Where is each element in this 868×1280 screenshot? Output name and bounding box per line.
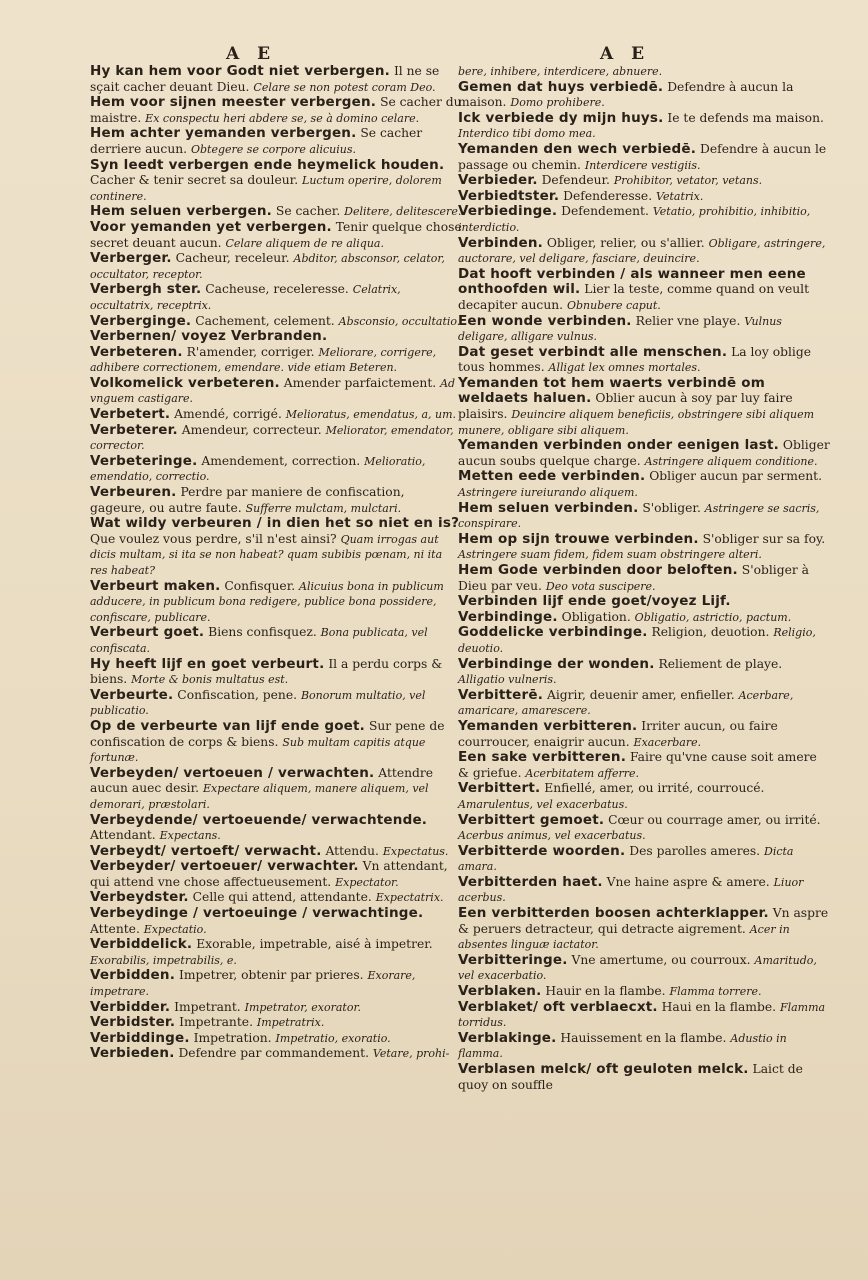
entry-french: Impetrant. <box>174 999 241 1014</box>
entry-french: Cachement, celement. <box>195 313 335 328</box>
entry-french: Amendé, corrigé. <box>174 407 282 422</box>
dictionary-entry <box>458 625 830 656</box>
entry-headword: Verbidder. <box>90 998 171 1015</box>
entry-latin: Meliorare, corrigere, adhibere correctionem, emendare. vide etiam Beteren. <box>90 345 437 375</box>
dictionary-entry <box>90 345 462 376</box>
dictionary-entry <box>458 142 830 173</box>
dictionary-entry <box>458 438 830 469</box>
entry-french: Hauissement en la flambe. <box>560 1030 727 1045</box>
entry-french: Defendeur. <box>541 173 610 188</box>
entry-latin: Dicta amara. <box>458 844 794 874</box>
entry-french: Amender parfaictement. <box>283 375 437 390</box>
dictionary-entry <box>90 906 462 937</box>
dictionary-entry <box>90 454 462 485</box>
entry-latin: Luctum operire, dolorem continere. <box>90 174 442 203</box>
entry-latin: Expectatrix. <box>375 891 444 905</box>
entry-french: Celle qui attend, attendante. <box>192 890 372 905</box>
entry-latin: Obligatio, astrictio, pactum. <box>634 610 792 624</box>
entry-latin: Expectator. <box>335 875 399 889</box>
dictionary-entry <box>458 314 830 345</box>
dictionary-entry <box>90 158 462 205</box>
entry-headword: Dat geset verbindt alle menschen. <box>458 343 728 360</box>
entry-headword: Hem achter yemanden verbergen. <box>90 125 357 142</box>
dictionary-entry <box>458 875 830 906</box>
dictionary-entry <box>90 937 462 968</box>
entry-latin: Flamma torridus. <box>458 1000 826 1030</box>
entry-french: Reliement de playe. <box>658 656 783 671</box>
entry-headword: Verbetert. <box>90 406 171 423</box>
entry-latin: Alicuius bona in publicum adducere, in publicum bona redigere, publice bona possidere, confiscare, publicare. <box>90 579 444 624</box>
entry-latin: Interdicere vestigiis. <box>584 158 701 172</box>
entry-latin: Obtegere se corpore alicuius. <box>191 142 357 156</box>
entry-headword: Verbiddinge. <box>90 1029 190 1046</box>
entry-french: Enfiellé, amer, ou irrité, courroucé. <box>544 781 765 796</box>
entry-latin: Deo vota suscipere. <box>545 579 656 593</box>
dictionary-entry <box>90 407 462 423</box>
entry-latin: Alligatio vulneris. <box>458 673 557 687</box>
entry-headword: Verbeydende/ vertoeuende/ verwachtende. <box>90 811 428 828</box>
entry-french: Attente. <box>90 921 140 936</box>
entry-headword: Verbeydt/ vertoeft/ verwacht. <box>90 842 322 859</box>
entry-latin: Absconsio, occultatio. <box>338 314 461 328</box>
left-column <box>90 64 462 1062</box>
entry-headword: Verblaken. <box>458 983 542 1000</box>
entry-french: Il a perdu corps & biens. <box>90 656 443 687</box>
entry-french: Biens confisquez. <box>208 625 317 640</box>
entry-latin: Obnubere caput. <box>567 298 661 312</box>
entry-headword: Verbidster. <box>90 1014 176 1031</box>
entry-headword: Verbergh ster. <box>90 281 202 298</box>
dictionary-entry <box>458 204 830 235</box>
entry-headword: Verbeurt goet. <box>90 624 205 641</box>
entry-latin: Ad vnguem castigare. <box>90 376 456 406</box>
entry-headword: Syn leedt verbergen ende heymelick houden. <box>90 156 445 173</box>
entry-latin: Quam irrogas aut dicis multam, si ita se non habeat? quam subibis pœnam, ni ita res habeat? <box>90 532 443 577</box>
dictionary-entry <box>90 1000 462 1016</box>
dictionary-entry <box>458 469 830 500</box>
entry-latin: Expectatio. <box>143 922 207 936</box>
entry-latin: Adustio in flamma. <box>458 1031 787 1061</box>
dictionary-entry <box>458 1031 830 1062</box>
dictionary-entry <box>458 1000 830 1031</box>
entry-headword: Verbiddelick. <box>90 936 193 953</box>
dictionary-entry <box>90 64 462 95</box>
entry-latin: Sub multam capitis atque fortunæ. <box>90 735 426 765</box>
entry-latin: Morte & bonis multatus est. <box>131 673 289 687</box>
entry-headword: Hem Gode verbinden door beloften. <box>458 562 738 578</box>
entry-french: Il ne se sçait cacher deuant Dieu. <box>90 64 440 94</box>
entry-french: Perdre par maniere de confiscation, gageure, ou autre faute. <box>90 485 405 515</box>
entry-headword: Verbidden. <box>90 967 176 984</box>
entry-french: Sur pene de confiscation de corps & biens. <box>90 718 445 749</box>
entry-latin: Vulnus deligare, alligare vulnus. <box>458 314 782 344</box>
dictionary-entry <box>458 984 830 1000</box>
entry-headword: Verbeyder/ vertoeuer/ verwachter. <box>90 858 359 875</box>
entry-headword: Verblasen melck/ oft geuloten melck. <box>458 1061 749 1077</box>
dictionary-entry <box>90 579 462 626</box>
entry-latin: Exacerbare. <box>633 735 702 749</box>
dictionary-entry <box>90 329 462 345</box>
entry-french: Attendre aucun auec desir. <box>90 765 434 796</box>
dictionary-entry <box>90 485 462 516</box>
entry-headword: Een verbitterden boosen achterklapper. <box>458 905 769 922</box>
entry-headword: Verbindinge. <box>458 608 558 625</box>
entry-headword: Voor yemanden yet verbergen. <box>90 218 332 235</box>
entry-french: Laict de quoy on souffle <box>458 1062 803 1092</box>
entry-french: Que voulez vous perdre, s'il n'est ainsi? <box>90 531 337 546</box>
entry-french: Confisquer. <box>224 578 296 593</box>
entry-french: Aigrir, deuenir amer, enfieller. <box>546 687 735 702</box>
entry-latin: Celare aliquem de re aliqua. <box>225 236 384 250</box>
entry-french: Impetration. <box>193 1030 272 1045</box>
entry-french: Vne amertume, ou courroux. <box>571 952 751 967</box>
entry-french: Confiscation, pene. <box>177 687 298 702</box>
entry-french: Oblier aucun à soy par luy faire plaisirs. <box>458 391 793 422</box>
entry-latin: Celatrix, occultatrix, receptrix. <box>90 283 401 312</box>
entry-latin: Alligat lex omnes mortales. <box>548 361 701 375</box>
dictionary-entry <box>90 844 462 860</box>
dictionary-entry <box>90 625 462 656</box>
dictionary-entry <box>458 64 830 80</box>
entry-headword: Gemen dat huys verbiedē. <box>458 78 664 95</box>
entry-latin: Interdico tibi domo mea. <box>458 127 596 141</box>
entry-headword: Hy kan hem voor Godt niet verbergen. <box>90 63 391 79</box>
dictionary-entry <box>90 657 462 688</box>
entry-french: Attendu. <box>325 843 379 858</box>
dictionary-entry <box>90 220 462 251</box>
entry-headword: Verbeteren. <box>90 343 183 360</box>
entry-headword: Verbiedtster. <box>458 187 560 204</box>
entry-headword: Yemanden tot hem waerts verbindē om weldaets haluen. <box>458 374 765 407</box>
entry-french: Vne haine aspre & amere. <box>606 874 770 889</box>
entry-latin: Liuor acerbus. <box>458 875 804 905</box>
entry-latin: Astringere aliquem conditione. <box>644 454 818 468</box>
dictionary-entry <box>458 376 830 438</box>
entry-latin: Bona publicata, vel confiscata. <box>90 626 428 655</box>
entry-french: Defenderesse. <box>563 188 653 203</box>
entry-headword: Hem seluen verbergen. <box>90 203 272 220</box>
entry-french: Defendre à aucun la maison. <box>458 79 794 110</box>
dictionary-entry <box>458 236 830 267</box>
entry-headword: Verbeteringe. <box>90 452 198 469</box>
entry-headword: Verbeydinge / vertoeuinge / verwachtinge. <box>90 905 424 922</box>
entry-french: Relier vne playe. <box>635 313 741 328</box>
entry-headword: Verbittert. <box>458 780 541 797</box>
dictionary-entry <box>458 844 830 875</box>
dictionary-entry <box>458 532 830 563</box>
entry-headword: Verblakinge. <box>458 1029 557 1046</box>
entry-headword: Verbitterden haet. <box>458 873 603 890</box>
entry-headword: Yemanden verbinden onder eenigen last. <box>458 437 779 454</box>
entry-french: Cacheuse, receleresse. <box>205 282 349 297</box>
entry-latin: Expectatus. <box>382 844 449 858</box>
entry-latin: Bonorum multatio, vel publicatio. <box>90 688 426 718</box>
entry-french: Faire qu'vne cause soit amere & griefue. <box>458 750 817 780</box>
entry-latin: Impetratrix. <box>256 1016 325 1030</box>
dictionary-entry <box>90 890 462 906</box>
entry-latin: Melioratus, emendatus, a, um. <box>285 408 457 422</box>
entry-latin: Astringere suam fidem, fidem suam obstringere alteri. <box>458 548 762 562</box>
entry-headword: Goddelicke verbindinge. <box>458 624 648 641</box>
entry-latin: Ex conspectu heri abdere se, se à domino celare. <box>145 111 420 125</box>
dictionary-entry <box>458 750 830 781</box>
entry-french: Irriter aucun, ou faire courroucer, enaigrir aucun. <box>458 718 778 749</box>
entry-headword: Verbitterē. <box>458 686 544 703</box>
entry-headword: Verbittert gemoet. <box>458 811 605 828</box>
dictionary-entry <box>458 813 830 844</box>
entry-french: Vn attendant, qui attend vne chose affectueusement. <box>90 859 448 889</box>
entry-headword: Verbieder. <box>458 172 538 189</box>
entry-french: Religion, deuotion. <box>651 625 770 640</box>
dictionary-entry <box>90 423 462 454</box>
entry-latin: Exorabilis, impetrabilis, e. <box>90 953 237 967</box>
dictionary-entry <box>90 1031 462 1047</box>
dictionary-entry <box>458 111 830 142</box>
dictionary-entry <box>90 376 462 407</box>
entry-latin: Deuincire aliquem beneficiis, obstringere sibi aliquem munere, obligare sibi aliquem. <box>458 408 815 437</box>
dictionary-entry <box>90 719 462 766</box>
entry-headword: Hy heeft lijf en goet verbeurt. <box>90 655 325 672</box>
dictionary-entry <box>90 688 462 719</box>
entry-headword: Ick verbiede dy mijn huys. <box>458 109 664 126</box>
entry-latin: Expectans. <box>159 829 221 843</box>
entry-headword: Op de verbeurte van lijf ende goet. <box>90 717 366 734</box>
dictionary-entry <box>90 766 462 813</box>
entry-latin: Meliorator, emendator, corrector. <box>90 423 454 453</box>
entry-french: Hauir en la flambe. <box>545 984 666 999</box>
entry-latin: Astringere iureiurando aliquem. <box>458 486 638 500</box>
entry-latin: Impetratio, exoratio. <box>275 1031 391 1045</box>
dictionary-entry <box>458 906 830 953</box>
entry-latin: Vetare, prohi- <box>372 1047 450 1061</box>
entry-french: Tenir quelque chose secret deuant aucun. <box>90 219 462 250</box>
entry-latin: Delitere, delitescere. <box>344 205 462 219</box>
entry-headword: Verbeuren. <box>90 484 177 501</box>
entry-headword: Verbeurte. <box>90 686 174 703</box>
entry-latin: Melioratio, emendatio, correctio. <box>90 454 426 484</box>
entry-french: S'obliger sur sa foy. <box>702 531 826 546</box>
entry-headword: Verbinden lijf ende goet/voyez Lijf. <box>458 593 731 610</box>
dictionary-entry <box>90 282 462 313</box>
entry-headword: Verbitteringe. <box>458 951 568 968</box>
entry-headword: Verbeterer. <box>90 421 178 438</box>
entry-latin: Astringere se sacris, conspirare. <box>458 501 820 531</box>
entry-latin: Expectare aliquem, manere aliquem, vel demorari, præstolari. <box>90 782 429 811</box>
entry-latin: Amarulentus, vel exacerbatus. <box>458 797 628 811</box>
entry-headword: Yemanden verbitteren. <box>458 717 638 734</box>
dictionary-entry <box>458 80 830 111</box>
dictionary-entry <box>458 345 830 376</box>
entry-french: Exorable, impetrable, aisé à impetrer. <box>196 937 433 952</box>
dictionary-entry <box>90 859 462 890</box>
entry-french: Vn aspre & peruers detracteur, qui detracte aigrement. <box>458 906 829 936</box>
entry-latin: bere, inhibere, interdicere, abnuere. <box>458 65 663 78</box>
entry-headword: Verblaket/ oft verblaecxt. <box>458 998 658 1015</box>
dictionary-entry <box>90 204 462 220</box>
dictionary-entry <box>458 719 830 750</box>
entry-latin: Abditor, absconsor, celator, occultator, receptor. <box>90 252 445 281</box>
entry-headword: Verberginge. <box>90 312 192 329</box>
entry-headword: Verbeurt maken. <box>90 577 221 594</box>
entry-latin: Vetatio, prohibitio, inhibitio, interdictio. <box>458 205 811 234</box>
dictionary-entry <box>90 95 462 126</box>
entry-french: Obliger aucun par serment. <box>649 469 823 484</box>
dictionary-entry <box>458 189 830 205</box>
entry-french: Attendant. <box>90 828 156 843</box>
page-header-left: A E <box>226 44 277 64</box>
entry-latin: Amaritudo, vel exacerbatio. <box>458 953 817 983</box>
dictionary-entry <box>458 563 830 594</box>
entry-french: Impetrer, obtenir par prieres. <box>178 968 364 983</box>
dictionary-entry <box>458 688 830 719</box>
entry-headword: Verbiedinge. <box>458 203 558 220</box>
entry-french: Impetrante. <box>179 1015 253 1030</box>
dictionary-entry <box>90 251 462 282</box>
entry-french: Cacheur, receleur. <box>175 251 290 266</box>
entry-latin: Vetatrix. <box>656 189 704 203</box>
dictionary-entry <box>458 501 830 532</box>
entry-latin: Domo prohibere. <box>510 96 605 110</box>
entry-french: Se cacher du maistre. <box>90 95 462 125</box>
entry-headword: Verbeyden/ vertoeuen / verwachten. <box>90 764 375 781</box>
entry-latin: Obligare, astringere, auctorare, vel deligare, fasciare, deuincire. <box>458 236 826 266</box>
entry-french: R'amender, corriger. <box>186 344 315 359</box>
dictionary-entry <box>90 314 462 330</box>
dictionary-entry <box>90 968 462 999</box>
entry-headword: Hem seluen verbinden. <box>458 499 639 516</box>
dictionary-entry <box>458 594 830 610</box>
dictionary-entry <box>458 1062 830 1093</box>
entry-headword: Verbeydster. <box>90 889 189 906</box>
entry-latin: Religio, deuotio. <box>458 626 816 655</box>
entry-french: Defendre par commandement. <box>178 1046 369 1061</box>
dictionary-entry <box>458 781 830 812</box>
dictionary-entry <box>90 813 462 844</box>
entry-headword: Verbinden. <box>458 234 543 251</box>
dictionary-entry <box>458 173 830 189</box>
entry-headword: Metten eede verbinden. <box>458 468 646 485</box>
entry-french: Obliger, relier, ou s'allier. <box>546 235 705 250</box>
entry-french: Defendement. <box>561 204 649 219</box>
dictionary-entry <box>458 657 830 688</box>
page-header-right: A E <box>600 44 651 64</box>
entry-headword: Een sake verbitteren. <box>458 749 627 766</box>
entry-headword: Verbitterde woorden. <box>458 842 626 859</box>
entry-french: Des parolles ameres. <box>629 843 761 858</box>
entry-latin: Prohibitor, vetator, vetans. <box>613 174 763 188</box>
entry-latin: Acerbare, amaricare, amarescere. <box>458 688 794 718</box>
entry-headword: Hem op sijn trouwe verbinden. <box>458 530 699 547</box>
entry-french: Cœur ou courrage amer, ou irrité. <box>608 812 821 827</box>
entry-french: Cacher & tenir secret sa douleur. <box>90 173 299 188</box>
entry-latin: Acerbus animus, vel exacerbatus. <box>458 829 646 843</box>
entry-french: Amendement, correction. <box>201 453 361 468</box>
entry-headword: Een wonde verbinden. <box>458 312 632 329</box>
dictionary-entry <box>90 516 462 578</box>
dictionary-entry <box>458 610 830 626</box>
entry-headword: Volkomelick verbeteren. <box>90 374 280 391</box>
entry-latin: Acerbitatem afferre. <box>525 766 640 780</box>
entry-french: Defendre à aucun le passage ou chemin. <box>458 141 827 172</box>
entry-headword: Verbernen/ voyez Verbranden. <box>90 328 328 345</box>
entry-headword: Wat wildy verbeuren / in dien het so niet en is? <box>90 515 460 532</box>
entry-french: S'obliger. <box>642 500 701 515</box>
entry-headword: Verbindinge der wonden. <box>458 655 655 672</box>
entry-latin: Acer in absentes linguæ iactator. <box>458 922 790 952</box>
entry-latin: Sufferre mulctam, mulctari. <box>245 501 402 515</box>
entry-french: La loy oblige tous hommes. <box>458 344 811 375</box>
dictionary-entry <box>90 1046 462 1062</box>
entry-french: Ie te defends ma maison. <box>667 110 824 125</box>
entry-french: Obligation. <box>561 609 631 624</box>
entry-french: Se cacher derriere aucun. <box>90 126 423 156</box>
entry-latin: Flamma torrere. <box>669 985 762 999</box>
entry-latin: Celare se non potest coram Deo. <box>253 80 436 94</box>
dictionary-entry <box>458 267 830 314</box>
right-column <box>458 64 830 1093</box>
entry-headword: Verberger. <box>90 250 172 267</box>
entry-french: S'obliger à Dieu par veu. <box>458 563 809 593</box>
entry-french: Amendeur, correcteur. <box>181 422 322 437</box>
entry-french: Se cacher. <box>275 204 341 219</box>
entry-headword: Verbieden. <box>90 1045 175 1062</box>
entry-headword: Hem voor sijnen meester verbergen. <box>90 94 377 111</box>
entry-latin: Exorare, impetrare. <box>90 969 416 999</box>
entry-french: Obliger aucun soubs quelque charge. <box>458 438 830 468</box>
entry-latin: Impetrator, exorator. <box>244 1000 362 1014</box>
entry-headword: Dat hooft verbinden / als wanneer men eene onthoofden wil. <box>458 265 806 298</box>
dictionary-entry <box>90 126 462 157</box>
entry-french: Lier la teste, comme quand on veult decapiter aucun. <box>458 282 810 312</box>
entry-french: Haui en la flambe. <box>661 999 777 1014</box>
entry-headword: Yemanden den wech verbiedē. <box>458 140 697 157</box>
dictionary-entry <box>90 1015 462 1031</box>
dictionary-entry <box>458 953 830 984</box>
